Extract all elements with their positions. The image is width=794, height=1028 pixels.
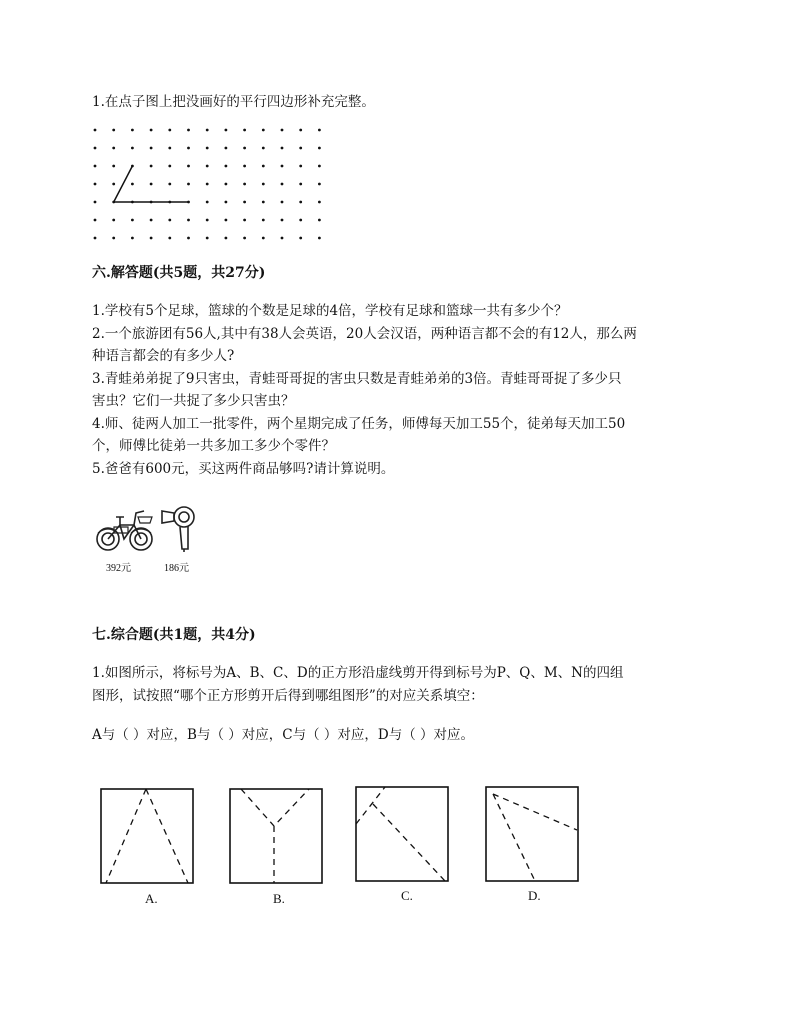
grid-dot [187,165,190,168]
question-line: 害虫？它们一共捉了多少只害虫？ [92,393,295,409]
grid-dot [281,201,284,204]
question-line: 3.青蛙弟弟捉了9只害虫，青蛙哥哥捉的害虫只数是青蛙弟弟的3倍。青蛙哥哥捉了多少只 [92,370,622,387]
square-figure-c [355,786,449,882]
grid-dot [262,237,265,240]
grid-dot [94,129,97,132]
grid-dot [243,219,246,222]
grid-dot [299,219,302,222]
grid-dot [225,147,228,150]
grid-dot [299,183,302,186]
q1-parallelogram-text: 1.在点子图上把没画好的平行四边形补充完整。 [92,94,375,110]
grid-dot [318,129,321,132]
question-line: 1.学校有5个足球，篮球的个数是足球的4倍，学校有足球和篮球一共有多少个？ [92,303,568,319]
grid-dot [150,219,153,222]
grid-dot [318,201,321,204]
question-line: 5.爸爸有600元，买这两件商品够吗?请计算说明。 [92,460,395,477]
grid-dot [243,201,246,204]
grid-dot [206,165,209,168]
figure-a-label: A. [145,891,158,906]
grid-dot [94,219,97,222]
grid-dot [262,165,265,168]
grid-dot [187,183,190,186]
grid-dot [243,147,246,150]
grid-dot [243,237,246,240]
grid-dot [112,165,115,168]
hair-dryer-price: 186元 [164,563,189,574]
square-figure-a [100,788,194,884]
grid-dot [168,219,171,222]
question-line: 1.如图所示，将标号为A、B、C、D的正方形沿虚线剪开得到标号为P、Q、M、N的四组 [92,665,624,681]
grid-dot [225,201,228,204]
grid-dot [225,237,228,240]
grid-dot [318,219,321,222]
grid-dot [94,183,97,186]
grid-dot [150,183,153,186]
grid-dot [281,219,284,222]
grid-dot [94,165,97,168]
question-line: 个，师傅比徒弟一共多加工多少个零件？ [92,438,335,454]
grid-dot [318,183,321,186]
grid-dot [94,201,97,204]
section6-questions [92,300,637,480]
section6-heading: 六.解答题(共5题，共27分) [92,265,266,281]
section7-heading: 七.综合题(共1题，共4分) [92,627,256,643]
grid-dot [112,219,115,222]
grid-dot [281,237,284,240]
grid-dot [299,237,302,240]
square-figure-b [229,788,323,884]
question-line: 图形，试按照“哪个正方形剪开后得到哪组图形”的对应关系填空： [92,688,484,704]
fill-in-blanks-line: A与（ ）对应，B与（ ）对应，C与（ ）对应，D与（ ）对应。 [92,727,474,743]
grid-dot [168,237,171,240]
grid-dot [206,183,209,186]
grid-dot [187,147,190,150]
figure-c-label: C. [401,888,413,903]
grid-dot [299,165,302,168]
grid-dot [281,129,284,132]
grid-dot [318,237,321,240]
grid-dot [168,165,171,168]
grid-dot [262,219,265,222]
figure-d-label: D. [528,888,541,903]
grid-dot [131,129,134,132]
grid-dot [299,147,302,150]
grid-dot [187,219,190,222]
grid-dot [112,129,115,132]
grid-dot [243,165,246,168]
grid-dot [187,237,190,240]
question-line: 种语言都会的有多少人? [92,348,235,364]
grid-dot [150,165,153,168]
grid-dot [94,147,97,150]
grid-dot [262,129,265,132]
grid-dot [150,237,153,240]
grid-dot [262,201,265,204]
hair-dryer-icon [160,505,200,553]
grid-dot [206,147,209,150]
grid-dot [243,183,246,186]
grid-dot [318,147,321,150]
grid-dot [131,219,134,222]
grid-dot [206,237,209,240]
grid-dot [206,201,209,204]
grid-dot [225,165,228,168]
grid-dot [281,165,284,168]
grid-dot [262,147,265,150]
grid-dot [112,147,115,150]
grid-dot [168,129,171,132]
question-line: 2.一个旅游团有56人,其中有38人会英语，20人会汉语，两种语言都不会的有12人，那么两 [92,325,637,342]
bicycle-price: 392元 [106,563,131,574]
grid-dot [225,219,228,222]
grid-dot [112,183,115,186]
grid-dot [262,183,265,186]
grid-dot [168,183,171,186]
grid-dot [225,129,228,132]
grid-dot [131,147,134,150]
grid-dot [299,129,302,132]
grid-dot [94,237,97,240]
grid-dot [168,147,171,150]
grid-dot [112,237,115,240]
question-line: 4.师、徒两人加工一批零件，两个星期完成了任务，师傅每天加工55个，徒弟每天加工50 [92,415,626,432]
section7-question [92,662,624,708]
grid-dot [281,147,284,150]
grid-dot [243,129,246,132]
bicycle-icon [94,505,158,557]
grid-dot [318,165,321,168]
grid-dot [206,129,209,132]
grid-dot [225,183,228,186]
grid-dot [187,129,190,132]
grid-dot [299,201,302,204]
grid-dot [131,237,134,240]
grid-dot [150,147,153,150]
grid-dot [131,183,134,186]
figure-b-label: B. [273,891,285,906]
square-figure-d [485,786,579,882]
grid-dot [281,183,284,186]
grid-dot [150,129,153,132]
grid-dot [206,219,209,222]
